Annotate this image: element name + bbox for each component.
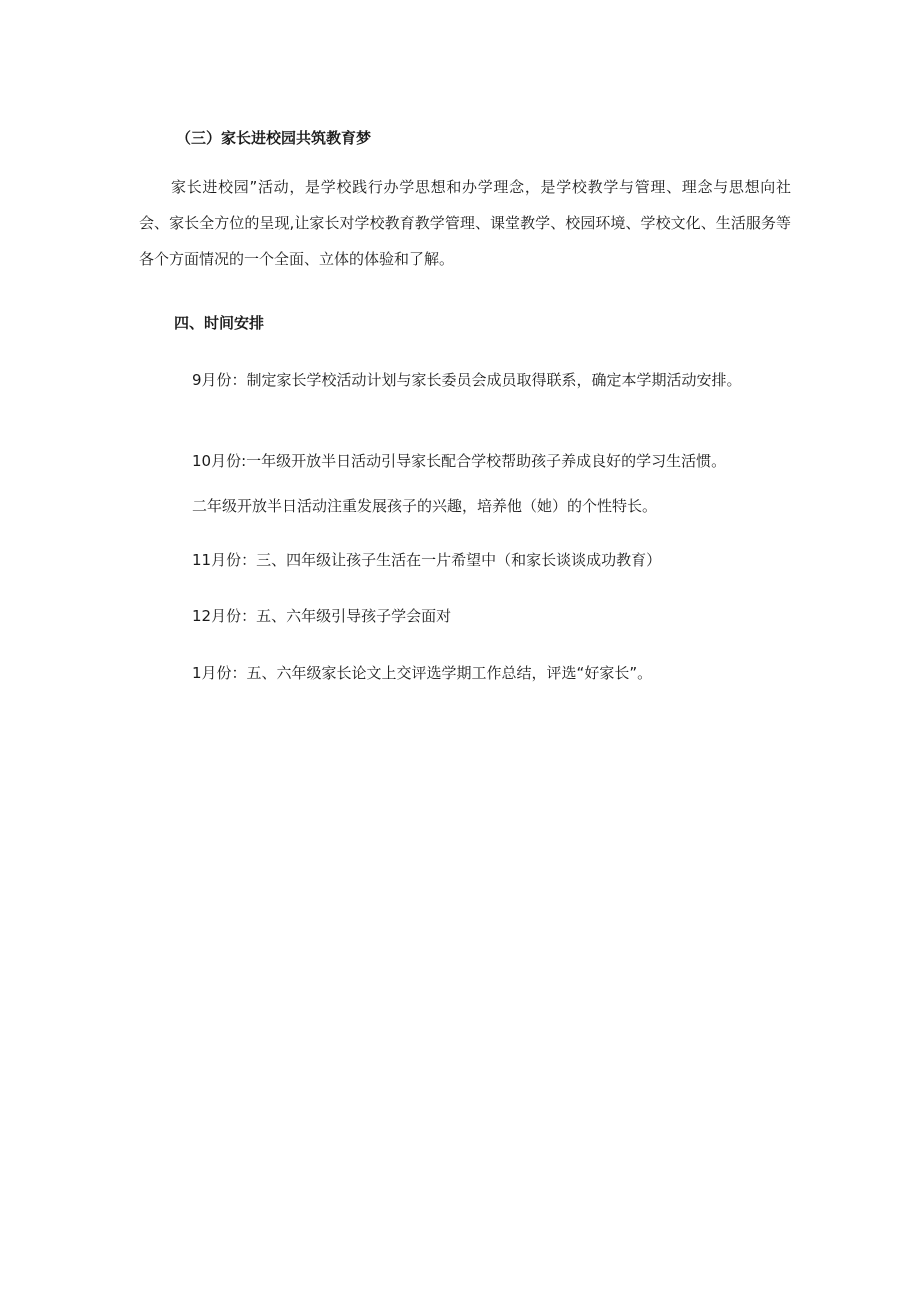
section-4-heading: 四、时间安排: [174, 314, 265, 332]
schedule-item-december: 12月份：五、六年级引导孩子学会面对: [192, 607, 452, 625]
schedule-item-october: 10月份:一年级开放半日活动引导家长配合学校帮助孩子养成良好的学习生活惯。: [192, 452, 727, 470]
schedule-item-september: 9月份：制定家长学校活动计划与家长委员会成员取得联系，确定本学期活动安排。: [192, 371, 742, 389]
section-3-paragraph: 家长进校园”活动，是学校践行办学思想和办学理念，是学校教学与管理、理念与思想向社会、家长全方位的呈现,让家长对学校教育教学管理、课堂教学、校园环境、学校文化、生活服务等各个方面情况的一个全面、立体的体验和了解。: [139, 178, 791, 268]
schedule-item-january: 1月份：五、六年级家长论文上交评选学期工作总结，评选“好家长”。: [192, 664, 653, 682]
schedule-item-november: 11月份：三、四年级让孩子生活在一片希望中（和家长谈谈成功教育）: [192, 551, 662, 569]
section-3-heading: （三）家长进校园共筑教育梦: [176, 129, 372, 147]
schedule-item-october-grade2: 二年级开放半日活动注重发展孩子的兴趣，培养他（她）的个性特长。: [192, 497, 658, 515]
